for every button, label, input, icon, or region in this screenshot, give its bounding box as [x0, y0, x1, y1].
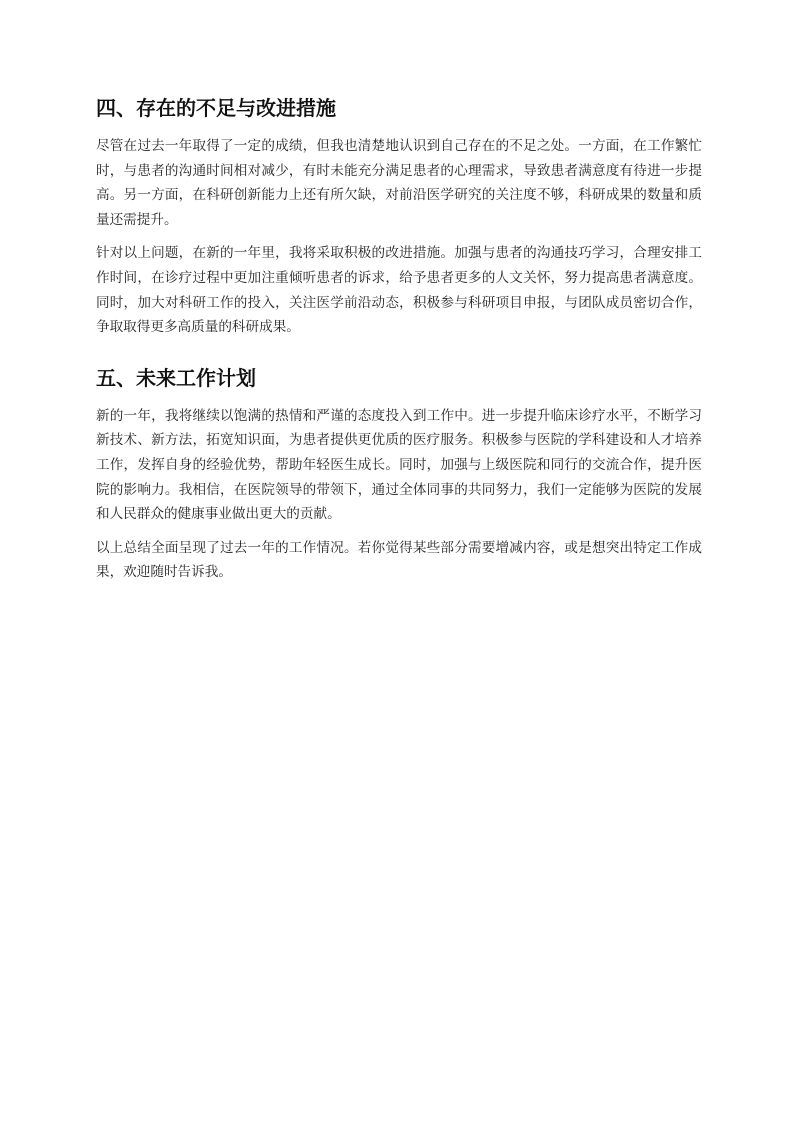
paragraph-improvements: 针对以上问题，在新的一年里，我将采取积极的改进措施。加强与患者的沟通技巧学习，合理安排工作时间，在诊疗过程中更加注重倾听患者的诉求，给予患者更多的人文关怀，努力提高患者满意度。同时，加大对科研工作的投入，关注医学前沿动态，积极参与科研项目申报，与团队成员密切合作，争取取得更多高质量的科研成果。: [96, 245, 702, 336]
paragraph-future-plan: 新的一年，我将继续以饱满的热情和严谨的态度投入到工作中。进一步提升临床诊疗水平，不断学习新技术、新方法，拓宽知识面，为患者提供更优质的医疗服务。积极参与医院的学科建设和人才培养工作，发挥自身的经验优势，帮助年轻医生成长。同时，加强与上级医院和同行的交流合作，提升医院的影响力。我相信，在医院领导的带领下，通过全体同事的共同努力，我们一定能够为医院的发展和人民群众的健康事业做出更大的贡献。: [96, 407, 702, 523]
document-page: [96, 92, 702, 594]
section-title-shortcomings: 四、存在的不足与改进措施: [96, 96, 336, 120]
section-title-future-plan: 五、未来工作计划: [96, 365, 256, 390]
paragraph-shortcomings: 尽管在过去一年取得了一定的成绩，但我也清楚地认识到自己存在的不足之处。一方面，在工作繁忙时，与患者的沟通时间相对减少，有时未能充分满足患者的心理需求，导致患者满意度有待进一步提高。另一方面，在科研创新能力上还有所欠缺，对前沿医学研究的关注度不够，科研成果的数量和质量还需提升。: [96, 138, 702, 228]
paragraph-closing: 以上总结全面呈现了过去一年的工作情况。若你觉得某些部分需要增减内容，或是想突出特定工作成果，欢迎随时告诉我。: [96, 539, 702, 581]
